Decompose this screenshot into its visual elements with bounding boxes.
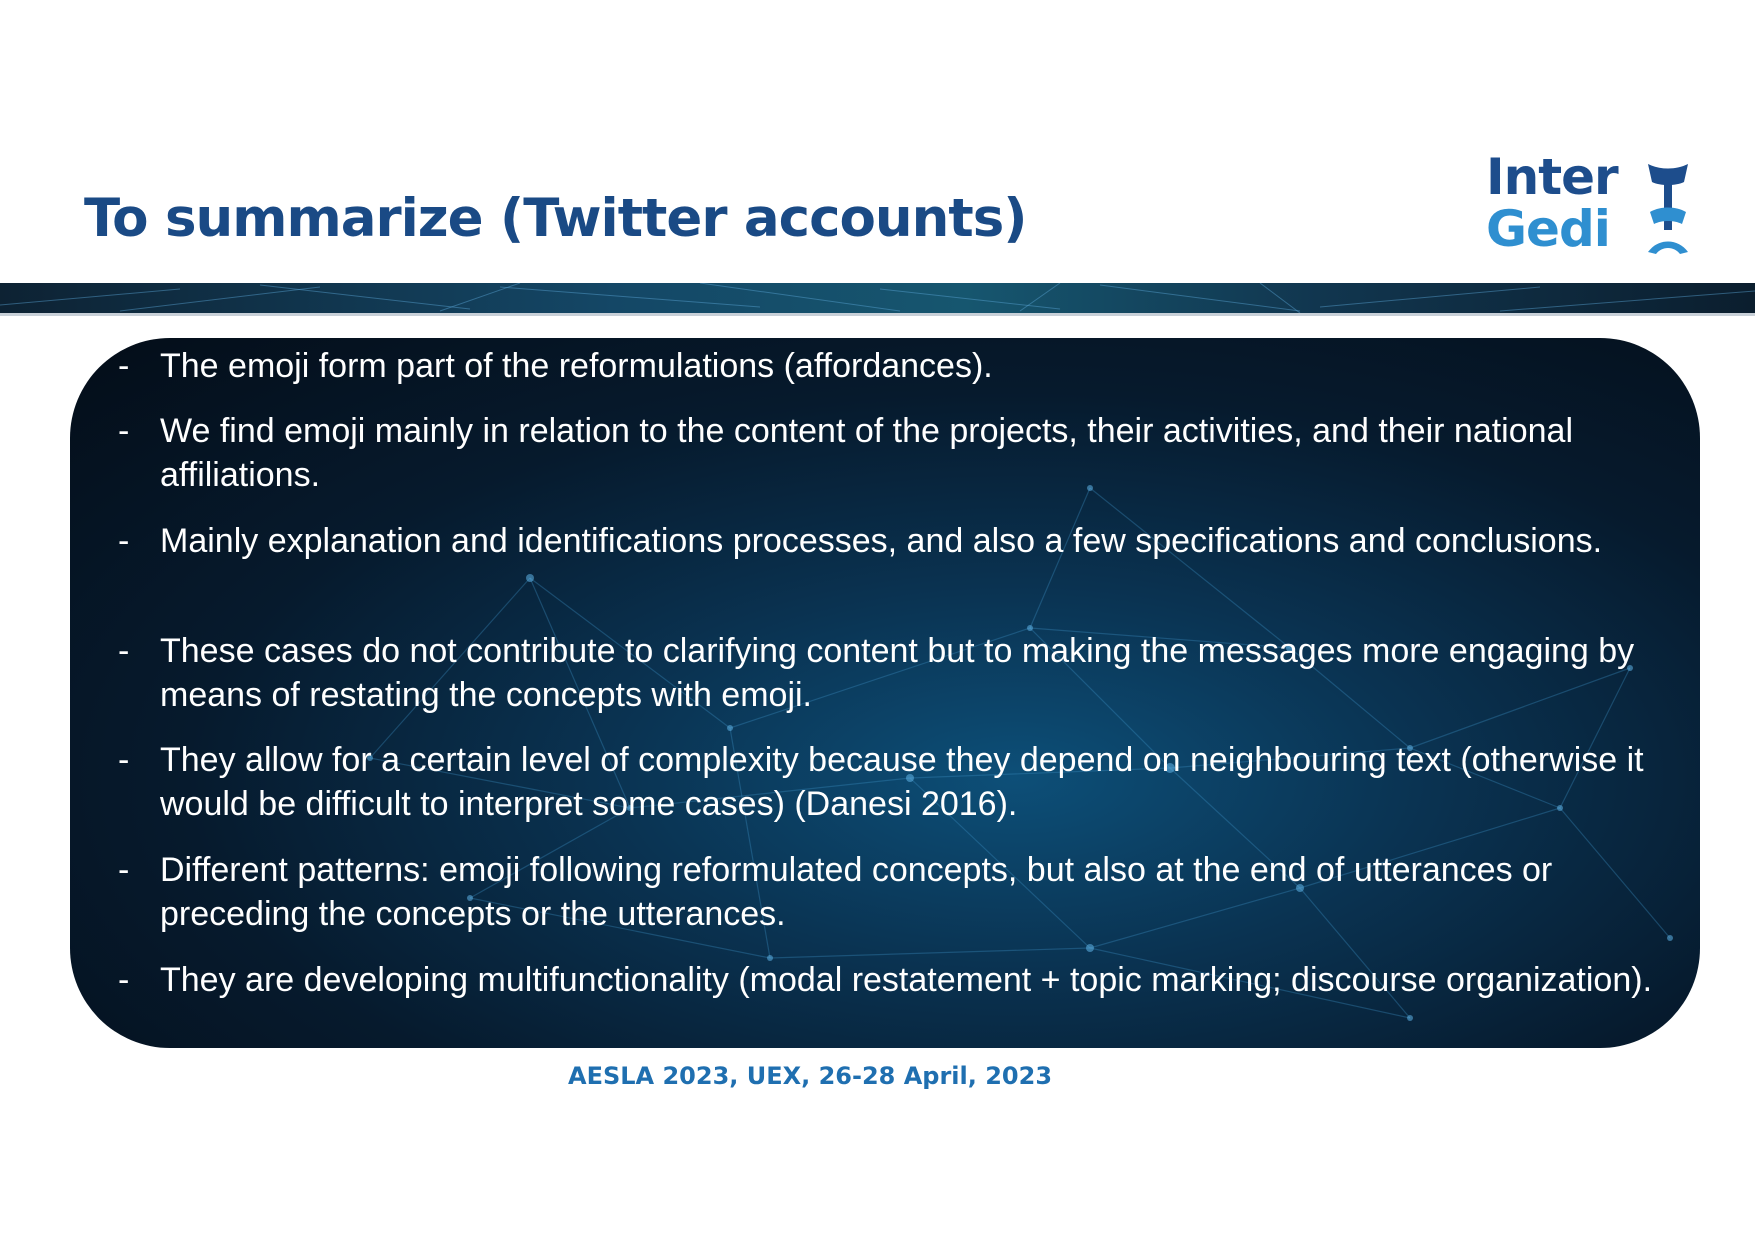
intergedi-mark-icon: [1646, 160, 1690, 256]
bullet-marker: -: [118, 741, 130, 779]
logo-text-inter: Inter: [1486, 148, 1618, 206]
bullet-text: Different patterns: emoji following reformulated concepts, but also at the end of utterances or preceding the concepts or the utterances.: [160, 851, 1553, 933]
header-network-pattern: [0, 283, 1755, 313]
bullet-text: We find emoji mainly in relation to the content of the projects, their activities, and their national affiliations.: [160, 412, 1574, 494]
bullet-text: They allow for a certain level of complexity because they depend on neighbouring text (otherwise it would be difficult to interpret some cases) (Danesi 2016).: [160, 741, 1644, 823]
bullet-marker: -: [118, 851, 130, 889]
footer-conference-label: AESLA 2023, UEX, 26-28 April, 2023: [568, 1062, 1053, 1090]
logo-text-gedi: Gedi: [1486, 200, 1610, 258]
bullet-marker: -: [118, 961, 130, 999]
intergedi-logo: [1486, 148, 1706, 263]
bullet-marker: -: [118, 522, 130, 560]
bullet-text: Mainly explanation and identifications processes, and also a few specifications and conclusions.: [160, 522, 1603, 560]
content-panel: [70, 338, 1700, 1048]
bullet-text: These cases do not contribute to clarifying content but to making the messages more engaging by means of restating the concepts with emoji.: [160, 632, 1635, 714]
bullet-marker: -: [118, 632, 130, 670]
bullet-text: The emoji form part of the reformulations (affordances).: [160, 347, 993, 385]
bullet-marker: -: [118, 412, 130, 450]
bullet-text: They are developing multifunctionality (modal restatement + topic marking; discourse organization).: [160, 961, 1653, 999]
header-band: [0, 283, 1755, 316]
bullet-marker: -: [118, 347, 130, 385]
slide-title: To summarize (Twitter accounts): [84, 188, 1027, 249]
